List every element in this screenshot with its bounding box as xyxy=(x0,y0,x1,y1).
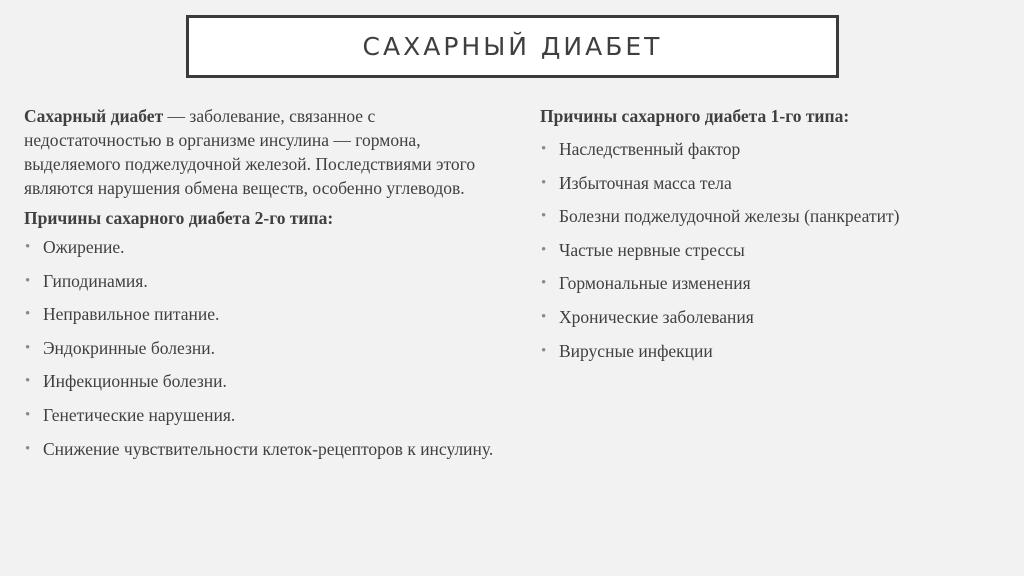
list-item-text: Болезни поджелудочной железы (панкреатит) xyxy=(559,206,900,227)
list-item-text: Инфекционные болезни. xyxy=(43,371,227,392)
bullet-icon: • xyxy=(541,275,547,292)
list-item xyxy=(24,369,494,393)
bullet-icon: • xyxy=(25,306,31,323)
type1-causes-list xyxy=(540,137,1010,363)
list-item-text: Эндокринные болезни. xyxy=(43,337,215,358)
list-item xyxy=(24,336,494,360)
list-item xyxy=(540,305,1010,329)
type1-causes-heading: Причины сахарного диабета 1-го типа: xyxy=(540,106,850,126)
list-item-text: Снижение чувствительности клеток-рецепторов к инсулину. xyxy=(43,438,494,459)
bullet-icon: • xyxy=(541,308,547,325)
list-item xyxy=(24,437,494,461)
list-item-text: Гормональные изменения xyxy=(559,273,751,294)
list-item-text: Неправильное питание. xyxy=(43,304,220,325)
bullet-icon: • xyxy=(25,406,31,423)
bullet-icon: • xyxy=(541,141,547,157)
slide-title: САХАРНЫЙ ДИАБЕТ xyxy=(362,32,663,61)
list-item-text: Избыточная масса тела xyxy=(559,172,732,193)
list-item xyxy=(24,235,494,259)
slide-title-box xyxy=(186,15,839,78)
list-item xyxy=(540,204,1010,228)
list-item xyxy=(540,171,1010,195)
list-item-text: Генетические нарушения. xyxy=(43,404,236,425)
type2-causes-heading: Причины сахарного диабета 2-го типа: xyxy=(24,208,334,228)
bullet-icon: • xyxy=(25,272,31,289)
intro-text: — заболевание, связанное с недостаточностью в организме инсулина — гормона, выделяемого поджелудочной железой. Последствиями этого являются нарушения обмена веществ, особенно углеводов. xyxy=(24,106,476,198)
bullet-icon: • xyxy=(25,339,31,356)
list-item xyxy=(24,302,494,326)
right-column xyxy=(540,104,1010,372)
intro-paragraph xyxy=(24,104,494,200)
left-column xyxy=(24,104,494,470)
list-item xyxy=(24,269,494,293)
bullet-icon: • xyxy=(25,239,31,255)
bullet-icon: • xyxy=(541,208,547,225)
list-item xyxy=(540,271,1010,295)
intro-term: Сахарный диабет xyxy=(24,106,164,126)
bullet-icon: • xyxy=(541,174,547,191)
list-item xyxy=(24,403,494,427)
bullet-icon: • xyxy=(25,440,31,457)
list-item-text: Хронические заболевания xyxy=(559,306,754,327)
list-item xyxy=(540,137,1010,161)
list-item-text: Ожирение. xyxy=(43,237,125,257)
bullet-icon: • xyxy=(25,373,31,390)
bullet-icon: • xyxy=(541,241,547,258)
list-item xyxy=(540,339,1010,363)
type2-causes-list xyxy=(24,235,494,461)
list-item-text: Наследственный фактор xyxy=(559,139,741,159)
list-item xyxy=(540,238,1010,262)
list-item-text: Гиподинамия. xyxy=(43,270,148,291)
bullet-icon: • xyxy=(541,342,547,359)
list-item-text: Частые нервные стрессы xyxy=(559,239,745,260)
list-item-text: Вирусные инфекции xyxy=(559,340,713,361)
